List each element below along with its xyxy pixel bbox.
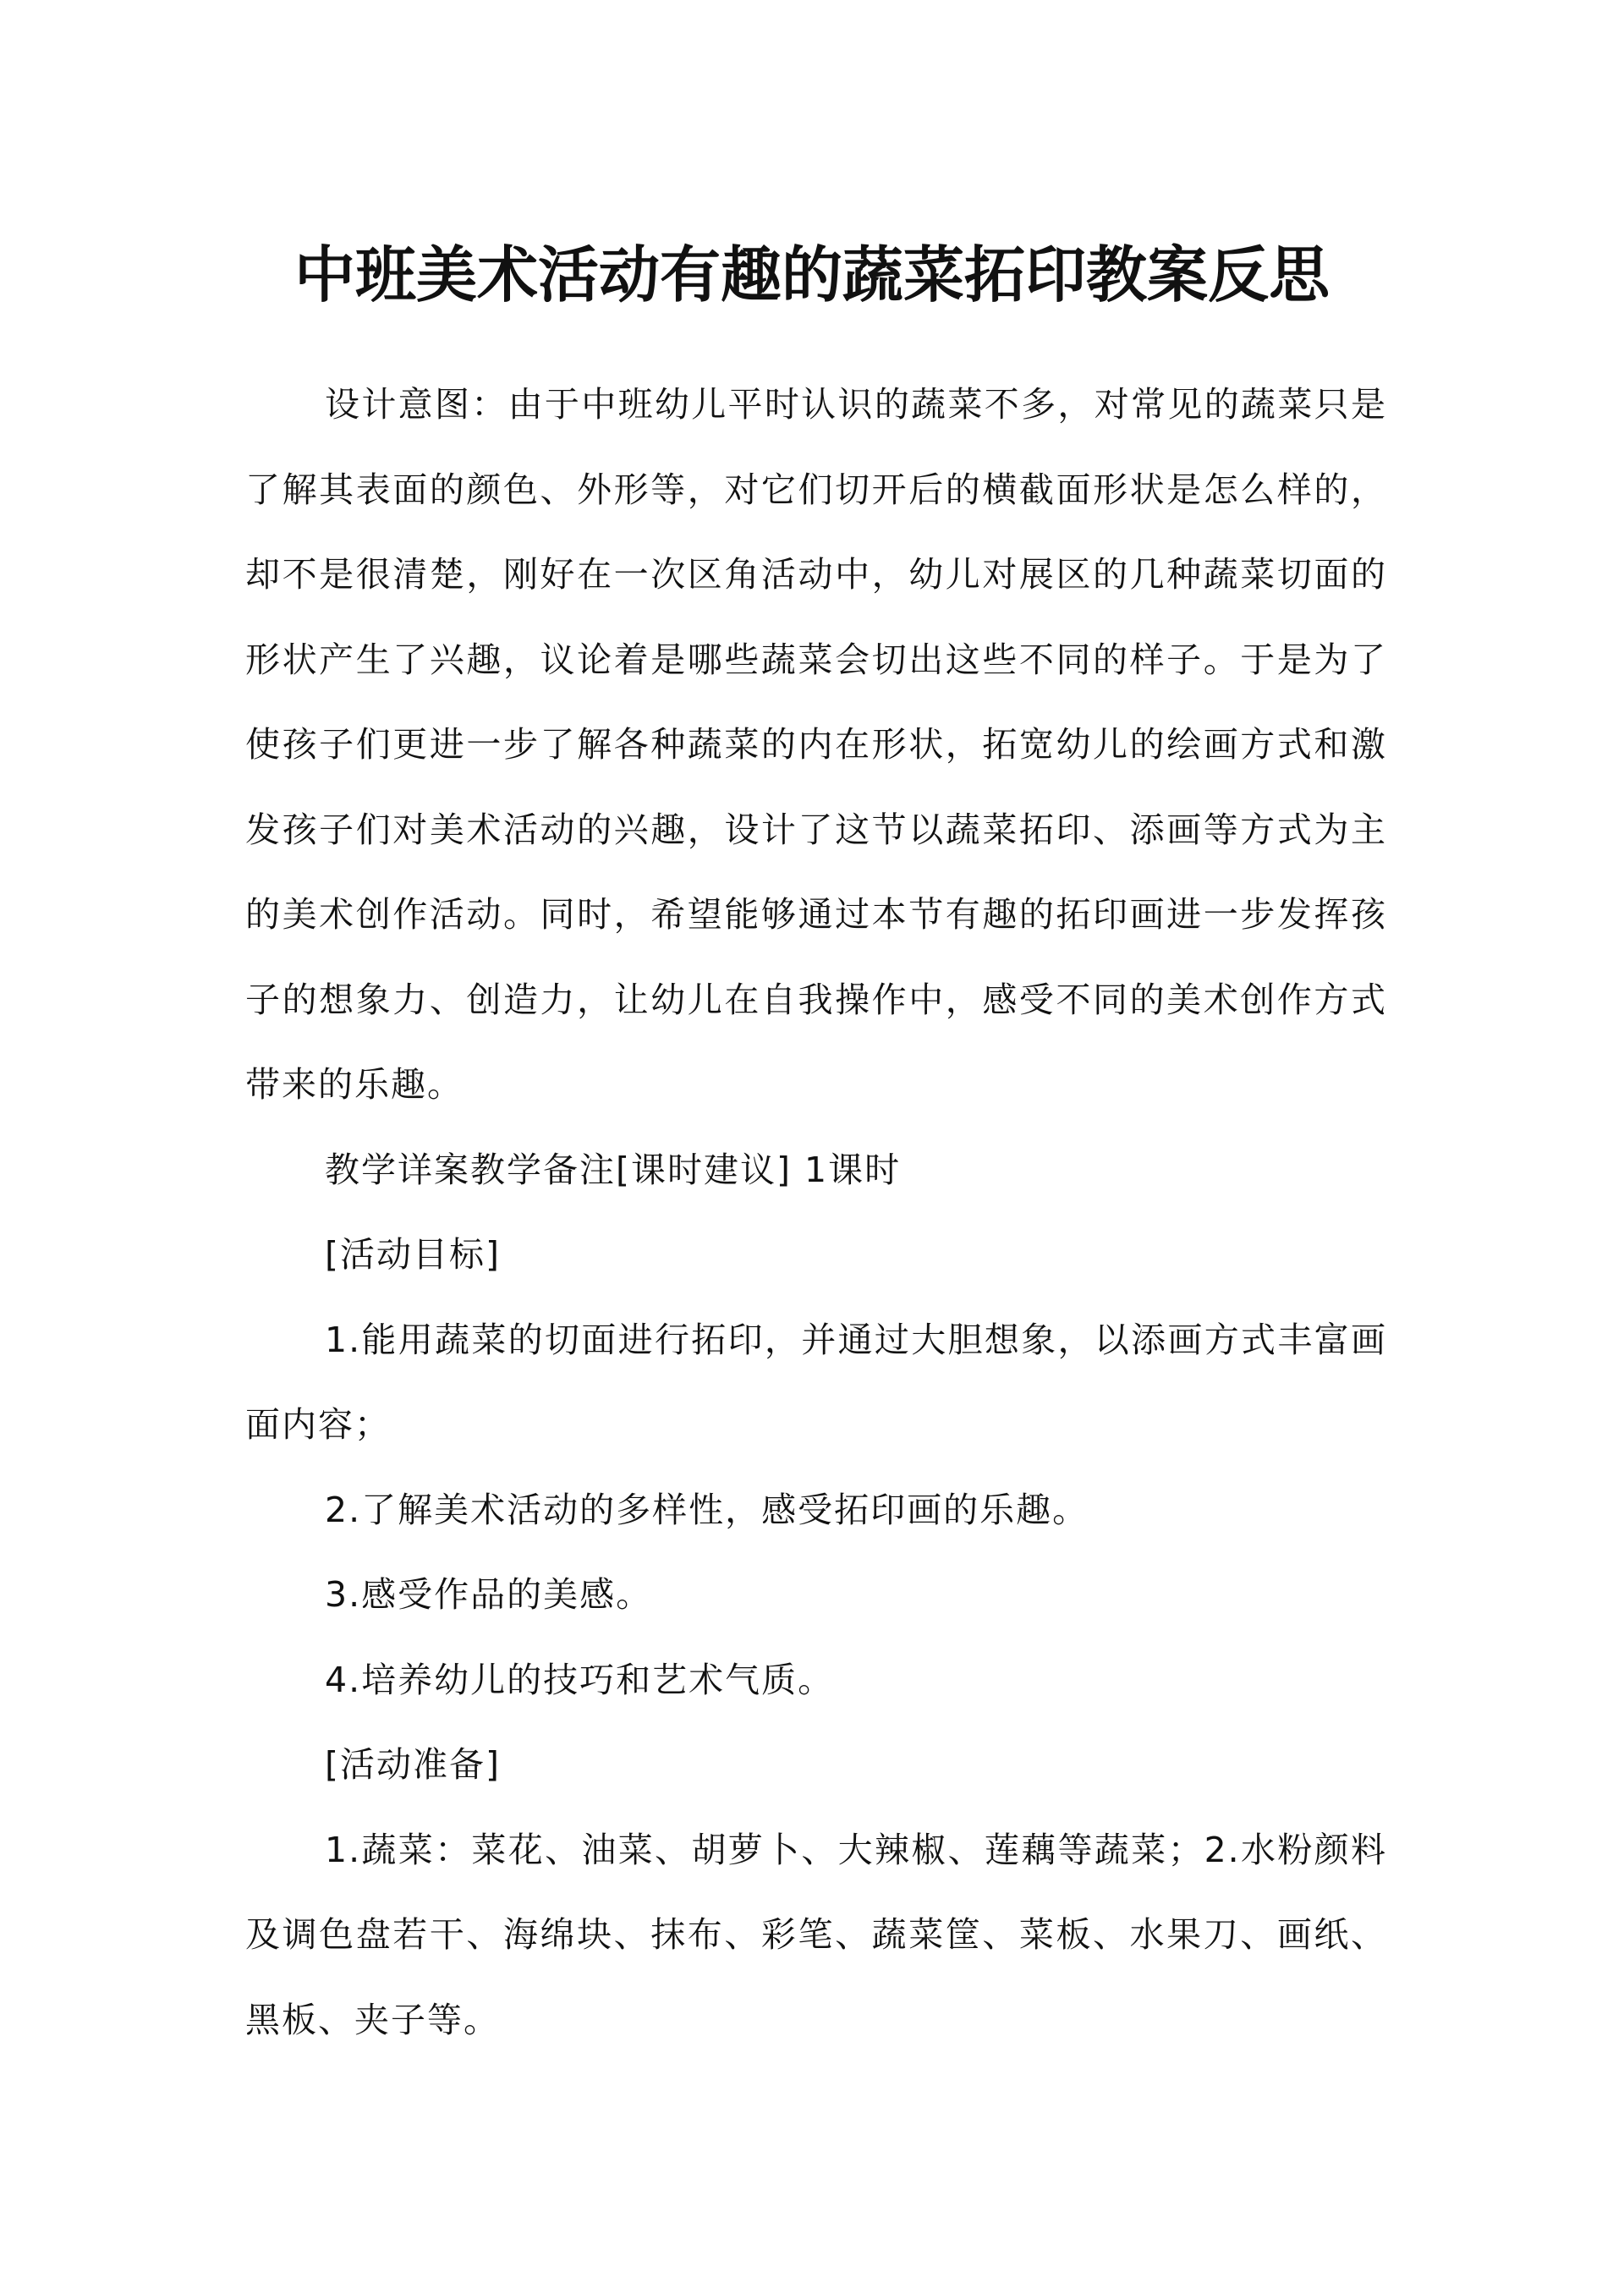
document-body [245, 362, 1387, 2062]
goal-item-1: 1.能用蔬菜的切面进行拓印，并通过大胆想象，以添画方式丰富画面内容； [245, 1319, 1387, 1445]
heading-activity-preparation: [活动准备] [325, 1744, 501, 1785]
goal-item-4: 4.培养幼儿的技巧和艺术气质。 [325, 1659, 835, 1700]
heading-activity-goals: [活动目标] [325, 1234, 501, 1275]
document-title: 中班美术活动有趣的蔬菜拓印教案反思 [294, 239, 1330, 310]
preparation-list: 1.蔬菜：菜花、油菜、胡萝卜、大辣椒、莲藕等蔬菜；2.水粉颜料及调色盘若干、海绵块、抹布、彩笔、蔬菜筐、菜板、水果刀、画纸、黑板、夹子等。 [245, 1829, 1387, 2040]
goal-item-3: 3.感受作品的美感。 [325, 1574, 653, 1615]
paragraph-design-intent: 设计意图：由于中班幼儿平时认识的蔬菜不多，对常见的蔬菜只是了解其表面的颜色、外形等，对它们切开后的横截面形状是怎么样的，却不是很清楚，刚好在一次区角活动中，幼儿对展区的几种蔬菜切面的形状产生了兴趣，议论着是哪些蔬菜会切出这些不同的样子。于是为了使孩子们更进一步了解各种蔬菜的内在形状，拓宽幼儿的绘画方式和激发孩子们对美术活动的兴趣，设计了这节以蔬菜拓印、添画等方式为主的美术创作活动。同时，希望能够通过本节有趣的拓印画进一步发挥孩子的想象力、创造力，让幼儿在自我操作中，感受不同的美术创作方式带来的乐趣。 [245, 384, 1387, 1105]
goal-item-2: 2.了解美术活动的多样性，感受拓印画的乐趣。 [325, 1489, 1089, 1530]
paragraph-lesson-hours: 教学详案教学备注[课时建议] 1课时 [325, 1149, 902, 1190]
